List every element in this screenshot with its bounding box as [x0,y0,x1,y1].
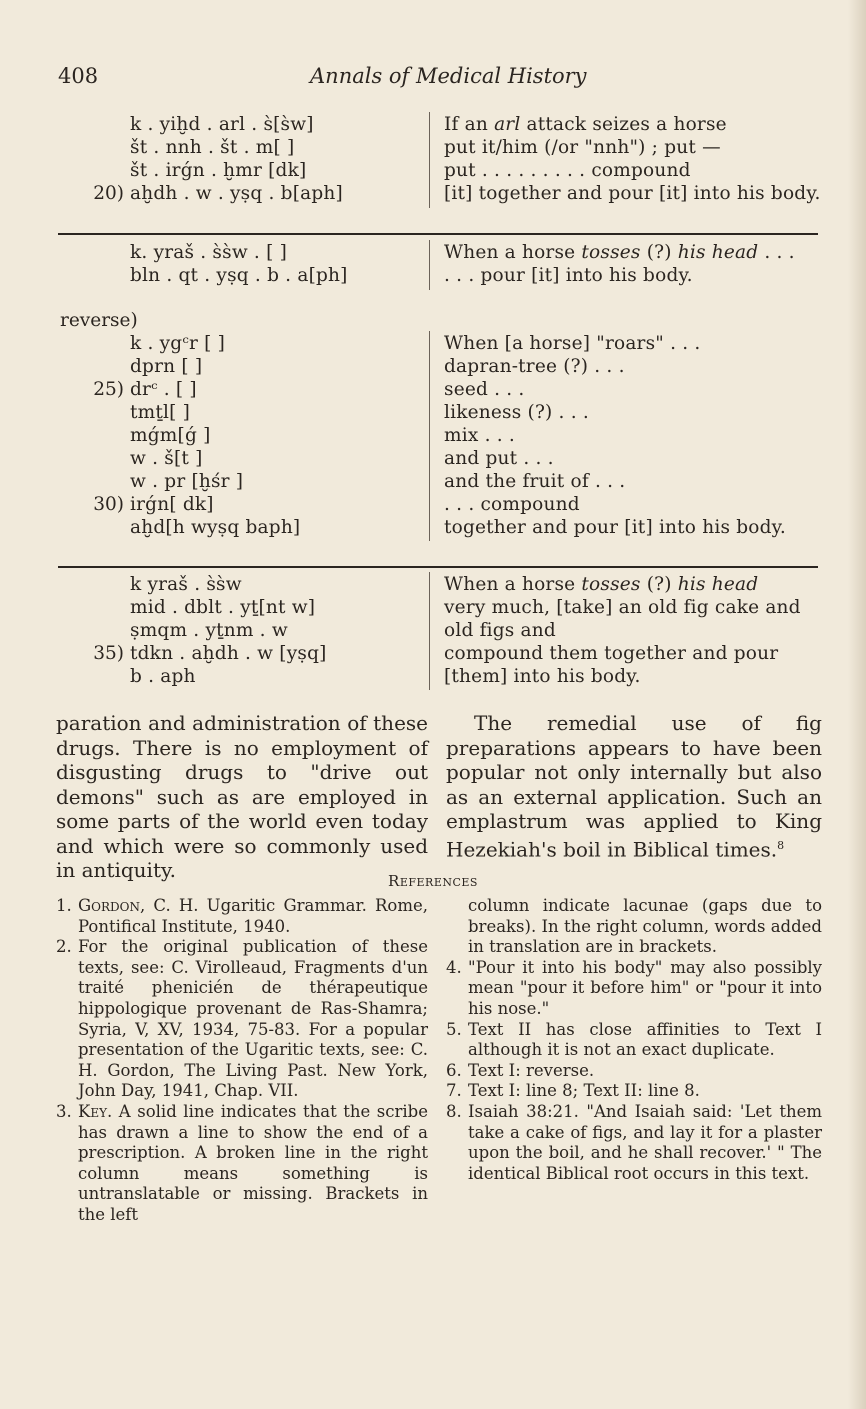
ugaritic-line: aḫdh . w . yṣq . b[aph] [130,183,343,204]
ugaritic-line: tdkn . aḫdh . w [yṣq] [130,643,327,664]
ugaritic-line: tmṯl[ ] [130,402,191,423]
ugaritic-line: št . irǵn . ḫmr [dk] [130,160,307,181]
translation-line: [it] together and pour [it] into his body. [444,183,821,204]
translation-line: dapran-tree (?) . . . [444,356,625,377]
column-separator [429,112,430,208]
page-number: 408 [58,64,99,88]
translation-line: together and pour [it] into his body. [444,517,786,538]
translation-line: [them] into his body. [444,666,641,687]
body-right-column [446,711,822,862]
translation-text: (?) [640,574,678,595]
translation-line: and the fruit of . . . [444,471,626,492]
reference-number: 1. [56,896,72,915]
column-separator [429,240,430,290]
line-number: 20) [93,183,124,204]
references-left-column [56,896,428,1226]
reference-item [446,958,822,1020]
ugaritic-line: mǵm[ǵ ] [130,425,211,446]
reference-text: For the original publication of these texts, see: C. Virolleaud, Fragments d'un traité phenicién de thérapeutique hippologique provenant de Ras-Shamra; Syria, V, XV, 1934, 75-83. For a popular presentation of the Ugaritic texts, see: C. H. Gordon, The Living Past. New York, John Day, 1941, Chap. VII. [78,937,428,1101]
column-separator [429,331,430,541]
ugaritic-line: št . nnh . št . m[ ] [130,137,295,158]
translation-line [444,242,795,263]
translation-line: When [a horse] "roars" . . . [444,333,701,354]
reference-number: 3. [56,1101,72,1121]
translation-line: and put . . . [444,448,554,469]
italic-term: tosses [581,242,641,263]
ugaritic-line: irǵn[ dk] [130,494,214,515]
translation-line: seed . . . [444,379,525,400]
reference-text: A solid line indicates that the scribe has drawn a line to show the end of a prescription. A broken line in the right column means something is untranslatable or missing. Brackets in the left [78,1101,428,1224]
translation-line: likeness (?) . . . [444,402,589,423]
translation-line: compound them together and pour [444,643,779,664]
reference-author: Gordon, [78,896,146,915]
reference-number: 5. [446,1019,462,1039]
reference-number: 4. [446,957,462,977]
reference-text: column indicate lacunae (gaps due to breaks). In the right column, words added in translation are in brackets. [468,896,822,957]
body-text: The remedial use of fig preparations appears to have been popular not only internally but also as an external application. Such an emplastrum was applied to King Hezekiah's boil in Biblical times. [446,711,822,862]
reference-item [446,1081,822,1102]
translation-line [444,114,727,135]
italic-term: his head [677,574,759,595]
line-number: 25) [93,379,124,400]
body-left-column [56,711,428,883]
translation-line: very much, [take] an old fig cake and [444,597,801,618]
line-number: 30) [93,494,124,515]
translation-text: If an arl attack seizes a horse [444,114,727,135]
ugaritic-line: mid . dblt . yṯ[nt w] [130,597,316,618]
ugaritic-line: k . ygᶜr [ ] [130,333,225,354]
column-separator [429,572,430,690]
translation-line [444,574,758,595]
translation-text: When a horse [444,242,582,263]
ugaritic-line: k yraš . s̀s̀w [130,574,242,595]
reference-number: 6. [446,1060,462,1080]
page-spine-shadow [848,0,866,1409]
ugaritic-line: b . aph [130,666,196,687]
ugaritic-line: w . pr [ḫśr ] [130,471,244,492]
ugaritic-line: drᶜ . [ ] [130,379,197,400]
prescription-end-rule [58,233,818,235]
reference-item [56,937,428,1102]
footnote-marker: 8 [777,838,785,852]
translation-text: . . . [758,242,795,263]
reference-item [446,1061,822,1082]
reference-item [446,1102,822,1184]
reference-number: 2. [56,937,72,957]
journal-title: Annals of Medical History [310,64,587,88]
references-heading: References [388,872,478,890]
translation-line: put it/him (/or "nnh") ; put — [444,137,721,158]
body-paragraph: paration and administration of these drugs. There is no employment of disgusting drugs to "drive out demons" such as are employed in some parts of the world even today and which were so commonly used in antiquity. [56,711,428,882]
body-paragraph [446,711,822,862]
reference-text: Isaiah 38:21. "And Isaiah said: 'Let them take a cake of figs, and lay it for a plaster upon the boil, and he shall recover.' " The identical Biblical root occurs in this text. [468,1101,822,1183]
reference-key-label: Key. [78,1101,113,1121]
ugaritic-line: k. yraš . s̀s̀w . [ ] [130,242,288,263]
running-header [0,62,866,94]
italic-term: tosses [581,574,641,595]
ugaritic-line: aḫd[h wyṣq baph] [130,517,301,538]
italic-term: arl [494,114,521,135]
reference-text: "Pour it into his body" may also possibly mean "pour it before him" or "pour it into his nose." [468,957,822,1018]
reference-item [56,896,428,937]
translation-line: . . . compound [444,494,580,515]
italic-term: his head [677,242,759,263]
translation-line: . . . pour [it] into his body. [444,265,693,286]
reverse-label: reverse) [60,310,138,331]
reference-number: 8. [446,1101,462,1121]
translation-line: old figs and [444,620,556,641]
ugaritic-line: k . yiḫd . arl . s̀[s̀w] [130,114,314,135]
translation-text: (?) [640,242,678,263]
reference-item [446,1020,822,1061]
prescription-end-rule [58,566,818,568]
ugaritic-line: bln . qt . yṣq . b . a[ph] [130,265,348,286]
reference-item-continued [446,896,822,958]
ugaritic-line: w . š[t ] [130,448,203,469]
reference-text: Text I: reverse. [468,1060,595,1080]
translation-line: put . . . . . . . . . compound [444,160,691,181]
reference-text: Text I: line 8; Text II: line 8. [468,1081,700,1101]
ugaritic-line: dprn [ ] [130,356,203,377]
ugaritic-line: ṣmqm . yṯnm . w [130,620,288,641]
reference-number: 7. [446,1081,462,1101]
reference-text: Text II has close affinities to Text I although it is not an exact duplicate. [468,1019,822,1060]
translation-line: mix . . . [444,425,515,446]
reference-text: C. H. Ugaritic Grammar. Rome, Pontifical Institute, 1940. [78,896,428,936]
reference-item [56,1102,428,1226]
line-number: 35) [93,643,124,664]
references-right-column [446,896,822,1184]
translation-text: When a horse [444,574,582,595]
